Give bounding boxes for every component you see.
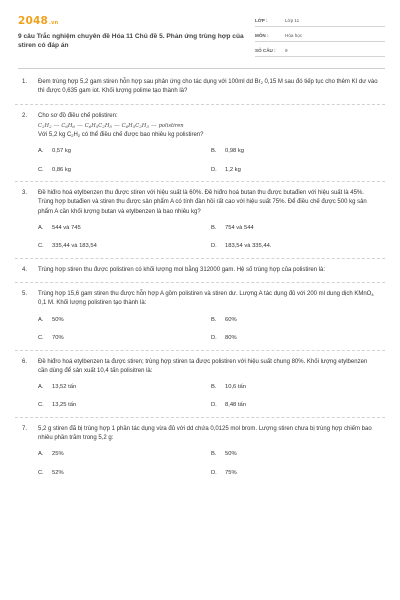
question-7: [0, 425, 400, 477]
option-b[interactable]: B. 10,6 tấn: [211, 384, 246, 391]
question-6: [0, 358, 400, 410]
option-c[interactable]: C. 0,86 kg: [38, 166, 72, 173]
option-a[interactable]: A. 25%: [38, 451, 64, 458]
question-number: 7.: [22, 425, 28, 432]
question-number: 4.: [22, 266, 28, 273]
option-a[interactable]: A. 13,52 tấn: [38, 384, 77, 391]
answer-options: [38, 383, 378, 410]
answer-options: [38, 450, 378, 477]
document-title: 9 câu Trắc nghiệm chuyên đề Hóa 11 Chủ đề 5. Phản ứng trùng hợp của stiren có đáp án: [18, 33, 244, 49]
info-row-lop: [255, 14, 385, 27]
question-5: [0, 290, 400, 342]
question-1: [0, 78, 400, 97]
question-number: 5.: [22, 291, 28, 298]
question-4: [0, 266, 400, 275]
option-d[interactable]: D. 75%: [211, 469, 237, 476]
option-c[interactable]: C. 335,44 và 183,54: [38, 243, 97, 250]
question-number: 3.: [22, 190, 28, 197]
option-c[interactable]: C. 52%: [38, 469, 64, 476]
lop-value: Lớp 11: [285, 18, 300, 24]
document-header: [0, 0, 400, 68]
reaction-scheme: $C_2H_2$ ⟶ $C_6H_6$ ⟶ $C_6H_5C_2H_5$ ⟶ $C_6H_5C_2H_3$ ⟶ polistiren: [38, 122, 184, 129]
option-d[interactable]: D. 183,54 và 335,44.: [211, 243, 272, 250]
question-intro: Cho sơ đồ điều chế polistiren:: [38, 112, 118, 119]
question-text: Đem trùng hợp 5,2 gam stiren hỗn hợp sau phản ứng cho tác dụng với 100ml dd $Br_2$ 0,15 M sau đó tiếp tục cho thêm KI dư vào thì được 0,635 gam iot. Khối lượng polime tạo thành là?: [38, 79, 378, 95]
question-number: 1.: [22, 79, 28, 85]
header-divider: [18, 68, 385, 69]
arrow-icon: ⟶: [53, 122, 60, 128]
option-b[interactable]: B. 50%: [211, 451, 237, 458]
question-text: Đề hiđro hoá etylbenzen ta được stiren; trùng hợp stiren ta được polistiren với hiệu suất chung 80%. Khối lượng etylbenzen cần dùng để sản xuất 10,4 tấn polisitren là:: [38, 358, 368, 374]
answer-options: [38, 147, 378, 174]
question-text: 5,2 g stiren đã bị trùng hợp 1 phần tác dụng vừa đủ với dd chứa 0,0125 mol brom. Lượng stiren chưa bị trùng hợp chiếm bao nhiêu phần trăm trong 5,2 g:: [38, 425, 372, 442]
info-row-mon: [255, 29, 385, 42]
info-row-socau: [255, 44, 385, 57]
option-b[interactable]: B. 60%: [211, 316, 237, 323]
question-number: 2.: [22, 112, 28, 119]
logo-text: 2048: [18, 15, 49, 27]
question-text: Cho sơ đồ điều chế polistiren: $C_2H_2$ ⟶ $C_6H_6$ ⟶ $C_6H_5C_2H_5$ ⟶ $C_6H_5C_2H_3$ ⟶ polistiren Với 5,2 kg $C_2H_2$ có thể điều chế được bao nhiêu kg polistiren?: [38, 112, 378, 141]
option-d[interactable]: D. 8,48 tấn: [211, 402, 246, 409]
option-c[interactable]: C. 13,25 tấn: [38, 402, 77, 409]
question-divider: [15, 104, 385, 105]
question-3: [0, 189, 400, 251]
socau-label: SỐ CÂU :: [255, 48, 276, 54]
option-a[interactable]: A. 0,57 kg: [38, 148, 72, 155]
site-logo[interactable]: [18, 14, 58, 29]
lop-label: LỚP :: [255, 18, 268, 24]
question-divider: [15, 258, 385, 259]
question-text: Đề hiđro hoá etylbenzen thu được stiren với hiệu suất là 60%. Đề hiđro hoá butan thu được butađien với hiệu suất là 45%. Trùng hợp butađien và stiren thu được sản phẩm A có tính đàn hồi rất cao với hiệu suất 75%. Để điều chế được 500 kg sản phẩm A cần khối lượng butan và etylbenzen là bao nhiêu kg?: [38, 190, 367, 215]
question-list: [0, 78, 400, 480]
option-c[interactable]: C. 70%: [38, 335, 64, 342]
logo-suffix: .vn: [49, 20, 59, 26]
question-divider: [15, 282, 385, 283]
option-a[interactable]: A. 50%: [38, 316, 64, 323]
question-text: Trùng hợp 15,6 gam stiren thu được hỗn hợp A gồm polistiren và stiren dư. Lượng A tác dụng đủ với 200 ml dung dịch KMnO$_4$ 0,1 M. Khối lượng polistiren tạo thành là:: [38, 291, 374, 307]
answer-options: [38, 316, 378, 343]
question-number: 6.: [22, 358, 28, 365]
mon-value: Hóa học: [285, 33, 303, 39]
info-box: [255, 14, 385, 59]
option-b[interactable]: B. 0,98 kg: [211, 148, 245, 155]
option-b[interactable]: B. 754 và 544: [211, 225, 254, 232]
socau-value: 9: [285, 48, 288, 54]
question-text: Trùng hợp stiren thu được polistiren có khối lượng mol bằng 312000 gam. Hệ số trùng hợp của polistiren là:: [38, 266, 326, 273]
question-divider: [15, 417, 385, 418]
mon-label: MÔN :: [255, 33, 269, 39]
option-d[interactable]: D. 1,2 kg: [211, 166, 241, 173]
option-d[interactable]: D. 80%: [211, 335, 237, 342]
answer-options: [38, 224, 378, 251]
arrow-icon: ⟶: [76, 122, 83, 128]
arrow-icon: ⟶: [113, 122, 120, 128]
question-divider: [15, 181, 385, 182]
option-a[interactable]: A. 544 và 745: [38, 225, 81, 232]
question-2: [0, 112, 400, 175]
arrow-icon: ⟶: [150, 122, 157, 128]
question-divider: [15, 350, 385, 351]
